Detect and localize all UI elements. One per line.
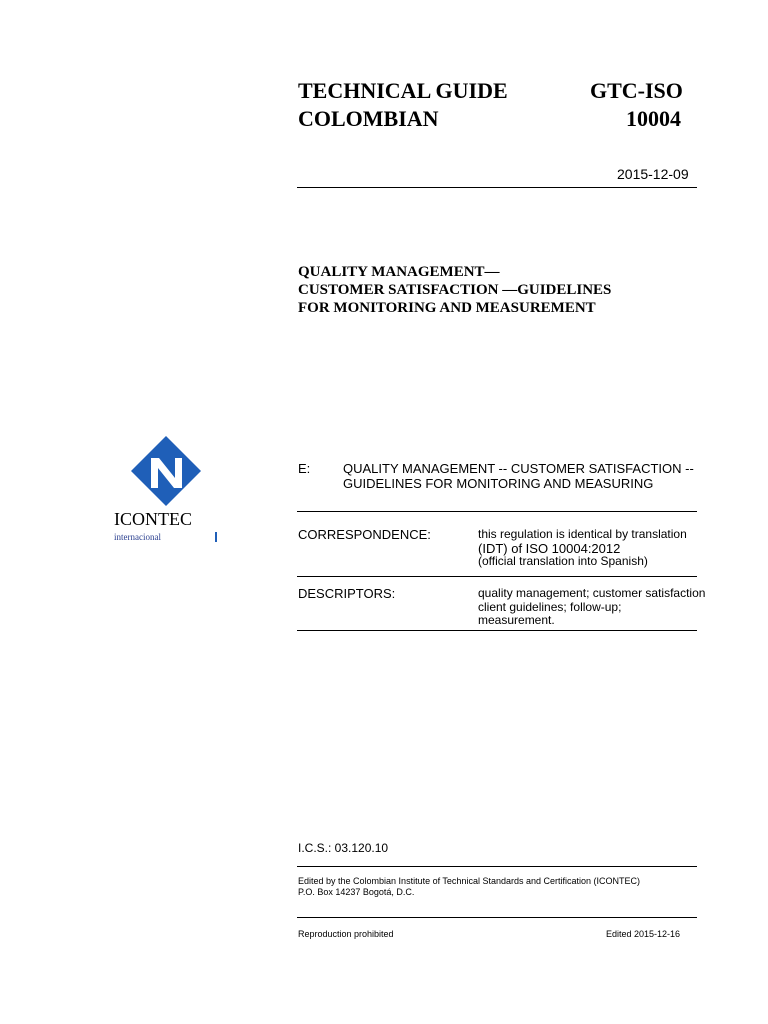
section-divider-1 [297,511,697,512]
standard-code-line2: 10004 [626,106,681,131]
correspondence-label: CORRESPONDENCE: [298,527,431,542]
logo-mark [215,532,217,542]
icontec-logo [131,436,201,506]
icontec-logo-icon [131,436,201,506]
standard-code-line1: GTC-ISO [590,78,683,103]
header-divider [297,187,697,188]
ics-code: I.C.S.: 03.120.10 [298,841,389,855]
footer-reproduction: Reproduction prohibited [298,929,394,939]
descriptors-line3: measurement. [478,613,555,627]
section-divider-2 [297,576,697,577]
descriptors-line2: client guidelines; follow-up; [478,600,622,614]
section-divider-3 [297,630,697,631]
title-line3: FOR MONITORING AND MEASUREMENT [298,300,596,316]
correspondence-line2: (IDT) of ISO 10004:2012 [478,541,621,556]
ics-divider [297,866,697,867]
guide-type-line2: COLOMBIAN [298,106,439,131]
descriptors-label: DESCRIPTORS: [298,586,396,601]
logo-subtitle: internacional [114,532,161,542]
guide-type-line1: TECHNICAL GUIDE [298,78,508,103]
footer-edition: Edited 2015-12-16 [606,929,681,939]
correspondence-line3: (official translation into Spanish) [478,554,648,568]
publisher-line2: P.O. Box 14237 Bogotá, D.C. [298,887,415,897]
english-title-prefix: E: [298,461,311,476]
english-title-line1: QUALITY MANAGEMENT -- CUSTOMER SATISFACTION -- [343,461,694,476]
publication-date: 2015-12-09 [617,166,689,182]
logo-name: ICONTEC [114,509,192,529]
footer-divider [297,917,697,918]
title-line2: CUSTOMER SATISFACTION —GUIDELINES [298,282,612,298]
descriptors-line1: quality management; customer satisfaction [478,586,706,600]
correspondence-line1: this regulation is identical by translation [478,527,687,541]
publisher-line1: Edited by the Colombian Institute of Technical Standards and Certification (ICONTEC) [298,876,640,886]
title-line1: QUALITY MANAGEMENT— [298,264,500,280]
english-title-line2: GUIDELINES FOR MONITORING AND MEASURING [343,476,654,491]
